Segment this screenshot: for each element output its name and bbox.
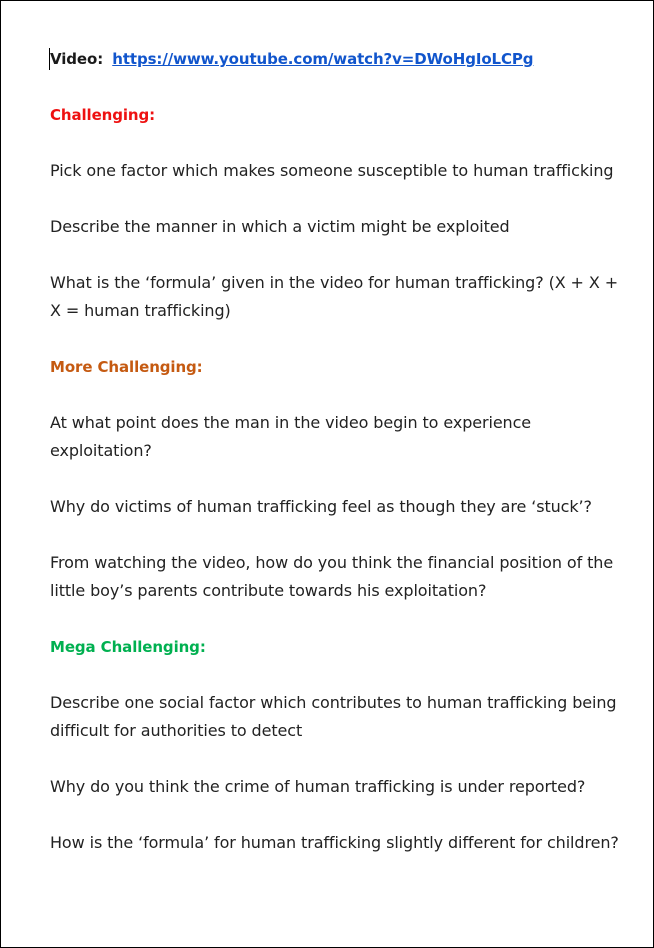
question-9: How is the ‘formula’ for human trafficking slightly different for children? (50, 833, 619, 852)
document-body (50, 45, 625, 857)
level-title-more-challenging: More Challenging: (50, 358, 203, 376)
question-2: Describe the manner in which a victim might be exploited (50, 217, 510, 236)
level-title-mega-challenging: Mega Challenging: (50, 638, 206, 656)
question-4: At what point does the man in the video begin to experience exploitation? (50, 413, 532, 460)
question-8: Why do you think the crime of human trafficking is under reported? (50, 777, 586, 796)
question-5: Why do victims of human trafficking feel as though they are ‘stuck’? (50, 497, 592, 516)
video-label: Video: (50, 50, 104, 68)
video-link[interactable]: https://www.youtube.com/watch?v=DWoHgIoLCPg (112, 50, 534, 68)
question-1: Pick one factor which makes someone susceptible to human trafficking (50, 161, 614, 180)
video-line (50, 45, 625, 73)
question-6: From watching the video, how do you think the financial position of the little boy’s parents contribute towards his exploitation? (50, 553, 614, 600)
text-cursor (49, 48, 50, 70)
question-7: Describe one social factor which contributes to human trafficking being difficult for authorities to detect (50, 693, 617, 740)
level-title-challenging: Challenging: (50, 106, 156, 124)
question-3: What is the ‘formula’ given in the video for human trafficking? (X + X + X = human trafficking) (50, 273, 619, 320)
